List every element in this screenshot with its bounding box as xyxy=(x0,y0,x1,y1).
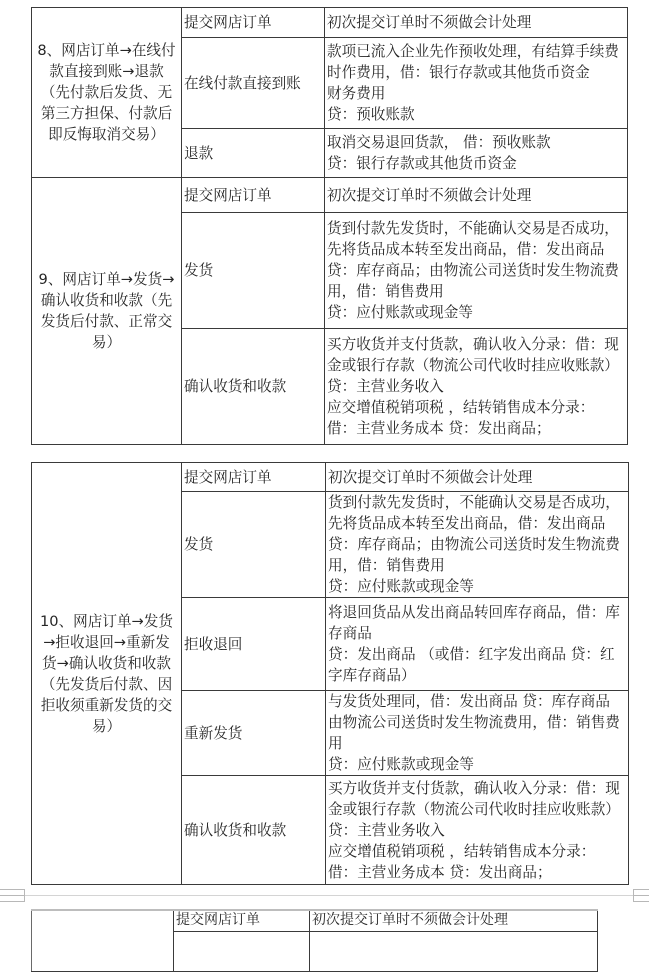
scenario-line: 拒收须重新发货的交 xyxy=(40,696,173,714)
step-label: 提交网店订单 xyxy=(184,14,272,31)
entry-cell xyxy=(325,213,628,329)
entry-line: 先将货品成本转至发出商品，借：发出商品 xyxy=(328,515,606,532)
scenario-line: →拒收退回→重新发 xyxy=(43,633,170,651)
step-label: 退款 xyxy=(184,144,214,162)
step-cell xyxy=(182,8,325,38)
step-label: 发货 xyxy=(184,262,214,279)
entry-line: 贷：银行存款或其他货币资金 xyxy=(327,155,517,172)
scenario-line: 8、网店订单→在线付 xyxy=(37,42,176,59)
step-label: 拒收退回 xyxy=(184,635,243,653)
entry-line: 贷：主营业务收入 xyxy=(328,821,445,839)
entry-cell xyxy=(326,463,629,492)
scenario-cell xyxy=(32,178,182,445)
entry-line: 初次提交订单时不须做会计处理 xyxy=(327,186,532,204)
entry-line: 借：主营业务成本 贷：发出商品； xyxy=(327,420,551,437)
step-cell xyxy=(182,213,325,329)
step-cell xyxy=(182,329,325,445)
scenario-line: 第三方担保、付款后 xyxy=(40,105,173,122)
entry-line: 贷：发出商品 （或借：红字发出商品 贷：红 xyxy=(328,646,615,663)
entry-line: 初次提交订单时不须做会计处理 xyxy=(312,912,508,929)
entry-line: 用，借：销售费用 xyxy=(327,283,444,300)
page-break-divider xyxy=(25,895,633,896)
entry-cell xyxy=(326,776,629,885)
step-cell xyxy=(174,931,310,971)
step-cell xyxy=(182,691,326,776)
entry-line: 货到付款先发货时，不能确认交易是否成功， xyxy=(328,494,620,511)
scenario-line: 确认收货和收款（先 xyxy=(40,292,173,309)
entry-line: 贷：应付账款或现金等 xyxy=(327,304,473,321)
entry-cell xyxy=(325,178,628,213)
entry-line: 应交增值税销项税 ，结转销售成本分录： xyxy=(328,842,596,860)
step-label: 确认收货和收款 xyxy=(184,378,287,395)
entry-line: 金或银行存款（物流公司代收时挂应收账款） xyxy=(327,357,619,374)
step-label: 在线付款直接到账 xyxy=(184,74,301,92)
entry-cell xyxy=(310,931,598,971)
table-row xyxy=(32,178,628,213)
entry-line: 买方收货并支付货款，确认收入分录：借：现 xyxy=(328,779,620,797)
next-page-table xyxy=(31,909,598,972)
table-row xyxy=(32,910,598,931)
scenario-cell xyxy=(32,8,182,178)
scenario-line: 易） xyxy=(91,334,122,351)
scenario-line: （先付款后发货、无 xyxy=(40,84,173,101)
entry-line: 借：主营业务成本 贷：发出商品； xyxy=(328,863,552,881)
accounting-table-10 xyxy=(31,462,629,885)
entry-cell xyxy=(325,8,628,38)
entry-line: 存商品 xyxy=(328,625,372,642)
step-cell xyxy=(182,598,326,691)
page-break-marker-right xyxy=(633,889,649,902)
entry-line: 贷：应付账款或现金等 xyxy=(328,578,474,595)
step-cell xyxy=(174,910,310,931)
entry-line: 贷：应付账款或现金等 xyxy=(328,756,474,773)
step-label: 重新发货 xyxy=(184,724,243,742)
entry-line: 贷：主营业务收入 xyxy=(327,378,444,395)
table-row xyxy=(32,463,629,492)
step-cell xyxy=(182,463,326,492)
entry-line: 货到付款先发货时，不能确认交易是否成功， xyxy=(327,220,619,237)
scenario-line: 9、网店订单→发货→ xyxy=(38,271,175,288)
entry-line: 时作费用，借：银行存款或其他货币资金 xyxy=(327,64,590,81)
entry-line: 贷：库存商品；由物流公司送货时发生物流费 xyxy=(328,536,620,553)
entry-line: 初次提交订单时不须做会计处理 xyxy=(327,14,532,31)
step-cell xyxy=(182,776,326,885)
entry-line: 将退回货品从发出商品转回库存商品，借：库 xyxy=(328,604,620,621)
entry-line: 贷：预收账款 xyxy=(327,106,415,123)
entry-line: 买方收货并支付货款，确认收入分录：借：现 xyxy=(327,336,619,353)
entry-line: 字库存商品） xyxy=(328,667,416,684)
entry-cell xyxy=(325,38,628,129)
scenario-cell xyxy=(32,463,182,885)
step-label: 提交网店订单 xyxy=(184,468,272,486)
scenario-line: 款直接到账→退款 xyxy=(49,63,164,80)
entry-cell xyxy=(326,691,629,776)
scenario-line: 发货后付款、正常交 xyxy=(40,313,173,330)
entry-cell xyxy=(310,910,598,931)
scenario-line: 易） xyxy=(91,717,122,735)
scenario-line: 货→确认收货和收款 xyxy=(42,654,171,672)
scenario-line: 10、网店订单→发货 xyxy=(40,612,173,630)
entry-line: 初次提交订单时不须做会计处理 xyxy=(328,468,533,486)
page-break-marker-left xyxy=(0,889,25,902)
entry-line: 用，借：销售费用 xyxy=(328,557,445,574)
scenario-line: （先发货后付款、因 xyxy=(40,675,173,693)
step-cell xyxy=(182,492,326,598)
step-label: 提交网店订单 xyxy=(176,912,260,929)
entry-line: 贷：库存商品；由物流公司送货时发生物流费 xyxy=(327,262,619,279)
entry-line: 金或银行存款（物流公司代收时挂应收账款） xyxy=(328,800,620,818)
entry-cell xyxy=(325,129,628,178)
step-cell xyxy=(182,178,325,213)
entry-line: 取消交易退回货款， 借：预收账款 xyxy=(327,134,551,151)
step-label: 确认收货和收款 xyxy=(184,821,287,839)
entry-cell xyxy=(325,329,628,445)
step-label: 提交网店订单 xyxy=(184,186,272,204)
accounting-table-8-9 xyxy=(31,7,628,445)
entry-line: 应交增值税销项税 ，结转销售成本分录： xyxy=(327,399,595,416)
entry-cell xyxy=(326,492,629,598)
entry-line: 由物流公司送货时发生物流费用，借：销售费 xyxy=(328,714,620,731)
entry-cell xyxy=(326,598,629,691)
step-label: 发货 xyxy=(184,536,214,553)
entry-line: 财务费用 xyxy=(327,85,386,102)
entry-line: 先将货品成本转至发出商品，借：发出商品 xyxy=(327,241,605,258)
entry-line: 与发货处理同，借：发出商品 贷：库存商品 xyxy=(328,693,610,710)
step-cell xyxy=(182,129,325,178)
entry-line: 款项已流入企业先作预收处理，有结算手续费 xyxy=(327,43,619,60)
entry-line: 用 xyxy=(328,735,343,752)
scenario-line: 即反悔取消交易） xyxy=(48,126,165,143)
scenario-cell xyxy=(32,910,174,971)
table-row xyxy=(32,8,628,38)
step-cell xyxy=(182,38,325,129)
